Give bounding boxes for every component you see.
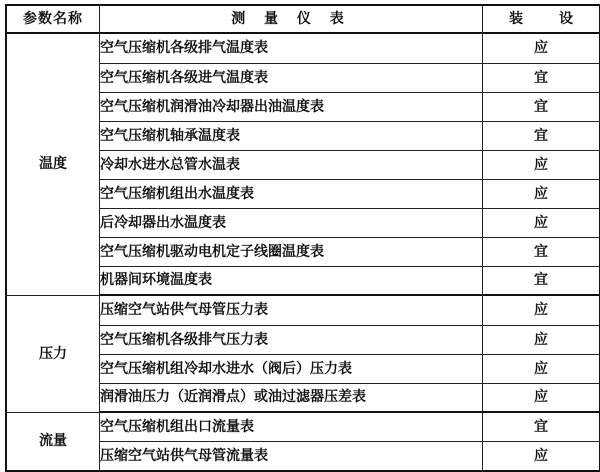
instrument-cell: 润滑油压力（近润滑点）或油过滤器压差表 xyxy=(100,383,483,412)
instrument-cell: 后冷却器出水温度表 xyxy=(100,208,483,237)
table-row xyxy=(6,412,600,441)
instrument-cell: 空气压缩机组出水温度表 xyxy=(100,179,483,208)
header-instrument: 测 量 仪 表 xyxy=(100,5,483,33)
instrument-cell: 空气压缩机组出口流量表 xyxy=(100,412,483,441)
install-cell: 应 xyxy=(483,208,600,237)
install-cell: 应 xyxy=(483,150,600,179)
table-body xyxy=(6,33,600,471)
install-cell: 宜 xyxy=(483,63,600,92)
install-cell: 应 xyxy=(483,325,600,354)
instrument-cell: 压缩空气站供气母管压力表 xyxy=(100,295,483,325)
install-cell: 应 xyxy=(483,179,600,208)
instrument-cell: 空气压缩机各级进气温度表 xyxy=(100,63,483,92)
param-cell: 流量 xyxy=(6,412,100,471)
param-cell: 温度 xyxy=(6,33,100,295)
install-cell: 宜 xyxy=(483,92,600,121)
header-install-a: 装 xyxy=(509,11,523,27)
install-cell: 宜 xyxy=(483,121,600,150)
install-cell: 宜 xyxy=(483,412,600,441)
install-cell: 应 xyxy=(483,441,600,471)
install-cell: 应 xyxy=(483,354,600,383)
instrument-cell: 空气压缩机润滑油冷却器出油温度表 xyxy=(100,92,483,121)
table-row xyxy=(6,295,600,325)
instrument-cell: 空气压缩机各级排气压力表 xyxy=(100,325,483,354)
table-header-row xyxy=(6,5,600,33)
install-cell: 宜 xyxy=(483,237,600,266)
table-row xyxy=(6,33,600,63)
install-cell: 应 xyxy=(483,295,600,325)
instrument-cell: 冷却水进水总管水温表 xyxy=(100,150,483,179)
header-install-b: 设 xyxy=(559,11,573,27)
instrument-cell: 机器间环境温度表 xyxy=(100,266,483,295)
instrument-cell: 空气压缩机轴承温度表 xyxy=(100,121,483,150)
instrument-cell: 空气压缩机组冷却水进水（阀后）压力表 xyxy=(100,354,483,383)
instrument-cell: 空气压缩机各级排气温度表 xyxy=(100,33,483,63)
header-param: 参数名称 xyxy=(6,5,100,33)
install-cell: 宜 xyxy=(483,266,600,295)
install-cell: 应 xyxy=(483,383,600,412)
instrument-table xyxy=(5,4,600,472)
header-install xyxy=(483,5,600,33)
param-cell: 压力 xyxy=(6,295,100,412)
instrument-cell: 压缩空气站供气母管流量表 xyxy=(100,441,483,471)
install-cell: 应 xyxy=(483,33,600,63)
instrument-cell: 空气压缩机驱动电机定子线圈温度表 xyxy=(100,237,483,266)
